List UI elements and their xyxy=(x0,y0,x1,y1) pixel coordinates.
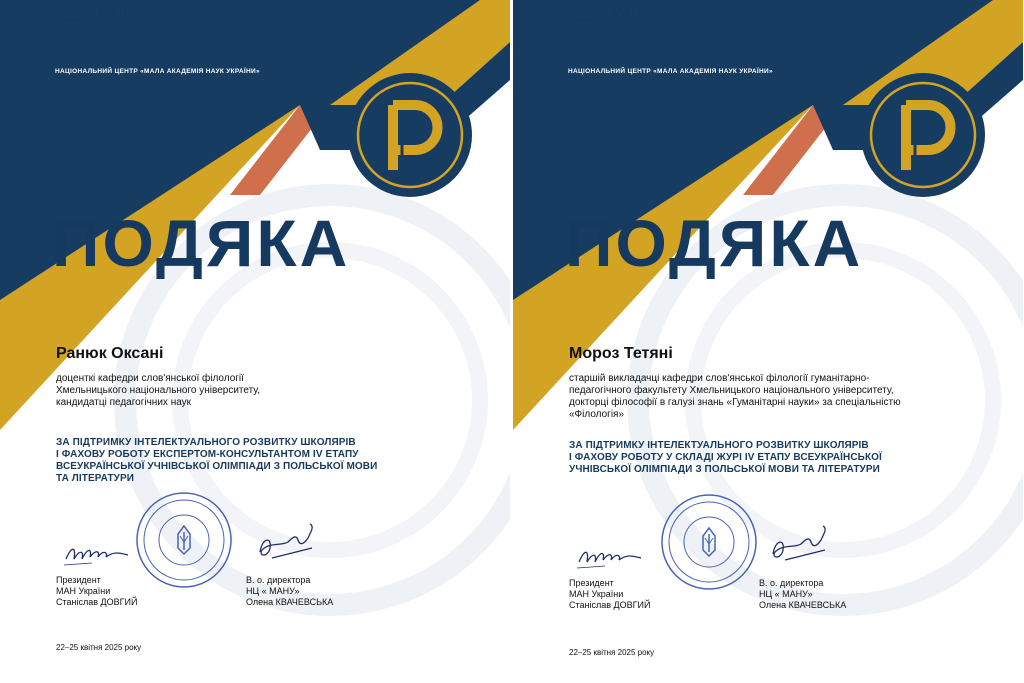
signatory-role: В. о. директора xyxy=(759,578,824,588)
center-name: НАЦІОНАЛЬНИЙ ЦЕНТР «МАЛА АКАДЕМІЯ НАУК УКРАЇНИ» xyxy=(568,68,773,75)
position-line: педагогічного факультету Хмельницького національного університету, xyxy=(569,385,894,396)
unesco-logo xyxy=(58,6,92,32)
man-sub-line2: наук України xyxy=(98,24,122,29)
certificate-title: ПОДЯКА xyxy=(565,206,864,280)
signatory-name: Станіслав ДОВГИЙ xyxy=(569,600,651,610)
reason-line: І ФАХОВУ РОБОТУ ЕКСПЕРТОМ-КОНСУЛЬТАНТОМ IV ЕТАПУ xyxy=(56,449,359,460)
signatory-president xyxy=(569,578,650,611)
reason-line: ВСЕУКРАЇНСЬКОЇ УЧНІВСЬКОЇ ОЛІМПІАДИ З ПОЛЬСЬКОЇ МОВИ xyxy=(56,461,378,472)
signatory-org: МАН України xyxy=(56,586,111,596)
position-line: докторці філософії в галузі знань «Гуманітарні науки» за спеціальністю xyxy=(569,397,901,408)
position-line: старшій викладачці кафедри слов'янської філології гуманітарно- xyxy=(569,373,870,384)
recipient-name: Ранюк Оксані xyxy=(56,345,164,362)
position-line: «Філологія» xyxy=(569,409,625,420)
award-reason xyxy=(569,440,979,476)
certificate-left xyxy=(0,0,510,683)
official-stamp-icon xyxy=(659,492,759,592)
unesco-temple-icon xyxy=(571,6,589,15)
signatory-director xyxy=(759,578,846,611)
unesco-subtext: · · · · · · xyxy=(58,24,63,32)
man-logo xyxy=(611,6,646,29)
man-sub-line2: наук України xyxy=(611,24,635,29)
signatory-role: В. о. директора xyxy=(246,575,311,585)
man-logo xyxy=(98,6,133,29)
reason-line: ТА ЛІТЕРАТУРИ xyxy=(56,473,135,484)
signatory-org: НЦ « МАНУ» xyxy=(246,586,300,596)
man-sub-line1: Мала академія xyxy=(98,19,126,24)
event-date: 22–25 квітня 2025 року xyxy=(56,643,142,652)
man-sub-line1: Мала академія xyxy=(611,19,639,24)
signatory-role: Президент xyxy=(569,578,614,588)
award-reason xyxy=(56,437,466,485)
certificate-right xyxy=(513,0,1023,683)
director-signature-icon xyxy=(765,522,835,572)
position-line: Хмельницького національного університету, xyxy=(56,385,261,396)
recipient-name: Мороз Тетяні xyxy=(569,345,673,362)
man-label: МАН. xyxy=(98,5,133,19)
signatory-name: Станіслав ДОВГИЙ xyxy=(56,597,138,607)
signatory-director xyxy=(246,575,333,608)
signatory-president xyxy=(56,575,137,608)
unesco-temple-icon xyxy=(58,6,76,15)
unesco-label: unesco xyxy=(571,15,600,24)
signatory-role: Президент xyxy=(56,575,101,585)
man-label: МАН. xyxy=(611,5,646,19)
event-date: 22–25 квітня 2025 року xyxy=(569,648,655,657)
unesco-label: unesco xyxy=(58,15,87,24)
center-name: НАЦІОНАЛЬНИЙ ЦЕНТР «МАЛА АКАДЕМІЯ НАУК УКРАЇНИ» xyxy=(55,68,260,75)
position-line: кандидатці педагогічних наук xyxy=(56,397,192,408)
recipient-position xyxy=(56,373,466,409)
director-signature-icon xyxy=(252,520,322,570)
position-line: доценткі кафедри слов'янської філології xyxy=(56,373,244,384)
president-signature-icon xyxy=(575,538,645,573)
signatory-name: Олена КВАЧЕВСЬКА xyxy=(759,600,847,610)
recipient-position xyxy=(569,373,979,421)
unesco-logo xyxy=(571,6,605,32)
president-signature-icon xyxy=(62,535,132,570)
reason-line: І ФАХОВУ РОБОТУ У СКЛАДІ ЖУРІ IV ЕТАПУ ВСЕУКРАЇНСЬКОЇ xyxy=(569,452,882,463)
unesco-subtext: · · · · · · xyxy=(571,24,576,32)
certificate-title: ПОДЯКА xyxy=(52,206,351,280)
signatory-org: НЦ « МАНУ» xyxy=(759,589,813,599)
reason-line: ЗА ПІДТРИМКУ ІНТЕЛЕКТУАЛЬНОГО РОЗВИТКУ ШКОЛЯРІВ xyxy=(569,440,869,451)
signatory-org: МАН України xyxy=(569,589,624,599)
signatory-name: Олена КВАЧЕВСЬКА xyxy=(246,597,334,607)
reason-line: УЧНІВСЬКОЇ ОЛІМПІАДИ З ПОЛЬСЬКОЇ МОВИ ТА ЛІТЕРАТУРИ xyxy=(569,464,880,475)
official-stamp-icon xyxy=(134,490,234,590)
reason-line: ЗА ПІДТРИМКУ ІНТЕЛЕКТУАЛЬНОГО РОЗВИТКУ ШКОЛЯРІВ xyxy=(56,437,356,448)
